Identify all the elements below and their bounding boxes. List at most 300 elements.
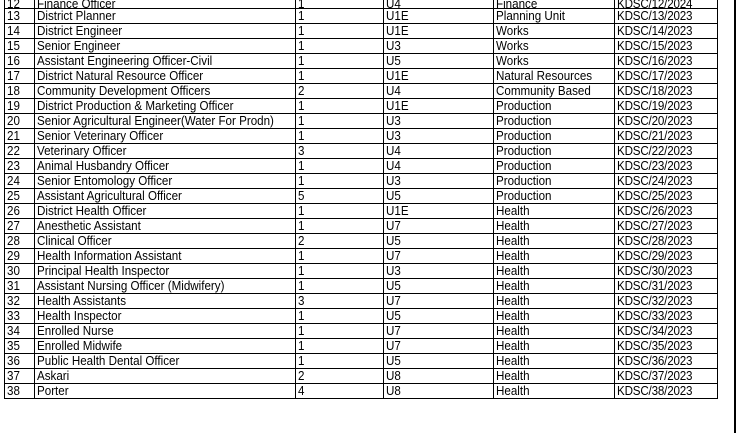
row-number-text: 14 <box>7 23 20 38</box>
department-cell <box>494 219 615 234</box>
vacancy-count-cell <box>296 9 384 24</box>
department-cell <box>494 204 615 219</box>
reference-number-text: KDSC/16/2023 <box>617 53 693 68</box>
salary-scale-cell <box>384 54 494 69</box>
vacancy-count-cell <box>296 189 384 204</box>
reference-number-text: KDSC/24/2023 <box>617 173 693 188</box>
row-number-cell <box>5 204 35 219</box>
reference-number-text: KDSC/29/2023 <box>617 248 693 263</box>
department-text: Health <box>496 233 530 248</box>
vacancy-count-cell <box>296 234 384 249</box>
row-number-text: 36 <box>7 353 20 368</box>
post-title-text: Assistant Engineering Officer-Civil <box>37 53 213 68</box>
salary-scale-text: U5 <box>386 53 401 68</box>
salary-scale-cell <box>384 24 494 39</box>
table-row <box>5 24 718 39</box>
table-row <box>5 69 718 84</box>
post-title-cell <box>35 69 296 84</box>
post-title-cell <box>35 24 296 39</box>
row-number-text: 38 <box>7 383 20 398</box>
reference-number-text: KDSC/13/2023 <box>617 8 693 23</box>
vacancy-count-cell <box>296 114 384 129</box>
department-cell <box>494 309 615 324</box>
row-number-cell <box>5 159 35 174</box>
row-number-cell <box>5 69 35 84</box>
vacancy-count-cell <box>296 54 384 69</box>
table-row <box>5 84 718 99</box>
post-title-cell <box>35 339 296 354</box>
vacancy-count-text: 2 <box>298 83 305 98</box>
vacancy-count-cell <box>296 84 384 99</box>
salary-scale-cell <box>384 99 494 114</box>
row-number-cell <box>5 279 35 294</box>
reference-number-text: KDSC/30/2023 <box>617 263 693 278</box>
vacancy-count-text: 1 <box>298 338 305 353</box>
vacancy-count-text: 1 <box>298 203 305 218</box>
row-number-cell <box>5 84 35 99</box>
reference-number-cell <box>615 189 718 204</box>
salary-scale-cell <box>384 324 494 339</box>
salary-scale-cell <box>384 234 494 249</box>
reference-number-cell <box>615 219 718 234</box>
department-cell <box>494 84 615 99</box>
table-row <box>5 264 718 279</box>
department-text: Production <box>496 173 552 188</box>
post-title-cell <box>35 114 296 129</box>
post-title-cell <box>35 219 296 234</box>
department-text: Health <box>496 353 530 368</box>
row-number-cell <box>5 39 35 54</box>
row-number-cell <box>5 54 35 69</box>
row-number-text: 19 <box>7 98 20 113</box>
salary-scale-text: U7 <box>386 338 401 353</box>
post-title-text: Senior Veterinary Officer <box>37 128 164 143</box>
row-number-cell <box>5 9 35 24</box>
reference-number-text: KDSC/28/2023 <box>617 233 693 248</box>
vacancy-count-cell <box>296 39 384 54</box>
salary-scale-text: U1E <box>386 203 409 218</box>
department-text: Health <box>496 293 530 308</box>
salary-scale-cell <box>384 69 494 84</box>
post-title-text: District Natural Resource Officer <box>37 68 204 83</box>
row-number-text: 30 <box>7 263 20 278</box>
salary-scale-text: U7 <box>386 323 401 338</box>
row-number-text: 35 <box>7 338 20 353</box>
row-number-cell <box>5 99 35 114</box>
row-number-text: 23 <box>7 158 20 173</box>
post-title-cell <box>35 129 296 144</box>
post-title-text: District Planner <box>37 8 116 23</box>
vacancy-count-text: 1 <box>298 23 305 38</box>
post-title-cell <box>35 264 296 279</box>
reference-number-text: KDSC/25/2023 <box>617 188 693 203</box>
salary-scale-cell <box>384 204 494 219</box>
reference-number-text: KDSC/34/2023 <box>617 323 693 338</box>
table-row <box>5 54 718 69</box>
post-title-text: District Production & Marketing Officer <box>37 98 234 113</box>
vacancy-count-cell <box>296 99 384 114</box>
reference-number-cell <box>615 324 718 339</box>
salary-scale-text: U3 <box>386 173 401 188</box>
salary-scale-text: U3 <box>386 113 401 128</box>
salary-scale-cell <box>384 354 494 369</box>
row-number-text: 34 <box>7 323 20 338</box>
department-cell <box>494 114 615 129</box>
reference-number-text: KDSC/26/2023 <box>617 203 693 218</box>
salary-scale-text: U5 <box>386 278 401 293</box>
reference-number-text: KDSC/23/2023 <box>617 158 693 173</box>
row-number-cell <box>5 294 35 309</box>
vacancy-count-cell <box>296 294 384 309</box>
reference-number-cell <box>615 369 718 384</box>
reference-number-cell <box>615 144 718 159</box>
post-title-text: Community Development Officers <box>37 83 211 98</box>
row-number-text: 28 <box>7 233 20 248</box>
table-row <box>5 324 718 339</box>
vacancy-count-text: 1 <box>298 173 305 188</box>
vacancy-count-text: 1 <box>298 353 305 368</box>
row-number-text: 22 <box>7 143 20 158</box>
table-row <box>5 294 718 309</box>
salary-scale-cell <box>384 309 494 324</box>
row-number-cell <box>5 339 35 354</box>
post-title-cell <box>35 234 296 249</box>
department-text: Production <box>496 128 552 143</box>
department-text: Production <box>496 143 552 158</box>
post-title-cell <box>35 144 296 159</box>
row-number-cell <box>5 219 35 234</box>
department-cell <box>494 144 615 159</box>
row-number-text: 25 <box>7 188 20 203</box>
department-text: Works <box>496 38 529 53</box>
department-cell <box>494 129 615 144</box>
post-title-cell <box>35 384 296 399</box>
department-text: Health <box>496 308 530 323</box>
post-title-cell <box>35 249 296 264</box>
vacancy-count-cell <box>296 369 384 384</box>
department-cell <box>494 264 615 279</box>
department-cell <box>494 369 615 384</box>
row-number-cell <box>5 264 35 279</box>
reference-number-text: KDSC/37/2023 <box>617 368 693 383</box>
reference-number-cell <box>615 204 718 219</box>
table-row <box>5 369 718 384</box>
table-row <box>5 9 718 24</box>
vacancy-count-text: 1 <box>298 158 305 173</box>
department-cell <box>494 174 615 189</box>
row-number-text: 17 <box>7 68 20 83</box>
salary-scale-cell <box>384 0 494 9</box>
post-title-cell <box>35 189 296 204</box>
reference-number-text: KDSC/19/2023 <box>617 98 693 113</box>
department-cell <box>494 339 615 354</box>
salary-scale-cell <box>384 9 494 24</box>
table-row <box>5 309 718 324</box>
reference-number-text: KDSC/12/2024 <box>617 0 693 9</box>
salary-scale-cell <box>384 279 494 294</box>
row-number-cell <box>5 309 35 324</box>
post-title-cell <box>35 0 296 9</box>
reference-number-cell <box>615 39 718 54</box>
row-number-text: 20 <box>7 113 20 128</box>
table-row <box>5 249 718 264</box>
department-cell <box>494 24 615 39</box>
department-text: Health <box>496 278 530 293</box>
vacancy-count-cell <box>296 249 384 264</box>
vacancy-count-text: 1 <box>298 278 305 293</box>
reference-number-cell <box>615 114 718 129</box>
department-text: Works <box>496 53 529 68</box>
row-number-text: 33 <box>7 308 20 323</box>
row-number-text: 16 <box>7 53 20 68</box>
reference-number-cell <box>615 354 718 369</box>
reference-number-cell <box>615 69 718 84</box>
department-text: Health <box>496 338 530 353</box>
salary-scale-cell <box>384 129 494 144</box>
vacancy-count-cell <box>296 354 384 369</box>
row-number-cell <box>5 249 35 264</box>
post-title-text: Senior Engineer <box>37 38 121 53</box>
department-text: Production <box>496 188 552 203</box>
post-title-text: Senior Entomology Officer <box>37 173 173 188</box>
reference-number-text: KDSC/36/2023 <box>617 353 693 368</box>
vacancy-count-cell <box>296 264 384 279</box>
vacancy-count-text: 1 <box>298 218 305 233</box>
table-row <box>5 129 718 144</box>
department-text: Production <box>496 98 552 113</box>
department-text: Health <box>496 383 530 398</box>
department-cell <box>494 69 615 84</box>
salary-scale-cell <box>384 189 494 204</box>
table-row <box>5 279 718 294</box>
department-text: Health <box>496 368 530 383</box>
reference-number-text: KDSC/32/2023 <box>617 293 693 308</box>
reference-number-cell <box>615 84 718 99</box>
salary-scale-text: U7 <box>386 218 401 233</box>
salary-scale-text: U4 <box>386 158 401 173</box>
post-title-cell <box>35 309 296 324</box>
post-title-text: Health Inspector <box>37 308 122 323</box>
salary-scale-text: U7 <box>386 293 401 308</box>
post-title-cell <box>35 369 296 384</box>
salary-scale-cell <box>384 219 494 234</box>
vacancy-count-cell <box>296 144 384 159</box>
salary-scale-cell <box>384 264 494 279</box>
salary-scale-text: U8 <box>386 383 401 398</box>
department-text: Finance <box>496 0 538 9</box>
row-number-text: 13 <box>7 8 20 23</box>
salary-scale-text: U5 <box>386 353 401 368</box>
salary-scale-text: U4 <box>386 0 401 9</box>
reference-number-cell <box>615 339 718 354</box>
table-row <box>5 384 718 399</box>
salary-scale-cell <box>384 144 494 159</box>
department-cell <box>494 99 615 114</box>
page-edge-rule <box>734 0 736 433</box>
post-title-cell <box>35 354 296 369</box>
reference-number-cell <box>615 99 718 114</box>
row-number-text: 21 <box>7 128 20 143</box>
table-row <box>5 189 718 204</box>
reference-number-cell <box>615 24 718 39</box>
reference-number-text: KDSC/31/2023 <box>617 278 693 293</box>
reference-number-text: KDSC/18/2023 <box>617 83 693 98</box>
vacancies-table-body <box>5 0 718 399</box>
salary-scale-text: U7 <box>386 248 401 263</box>
table-row <box>5 204 718 219</box>
department-cell <box>494 0 615 9</box>
row-number-text: 31 <box>7 278 20 293</box>
row-number-cell <box>5 114 35 129</box>
post-title-text: Assistant Agricultural Officer <box>37 188 182 203</box>
post-title-text: District Engineer <box>37 23 123 38</box>
reference-number-text: KDSC/20/2023 <box>617 113 693 128</box>
table-row <box>5 219 718 234</box>
row-number-text: 32 <box>7 293 20 308</box>
reference-number-cell <box>615 249 718 264</box>
post-title-cell <box>35 39 296 54</box>
post-title-text: Porter <box>37 383 69 398</box>
salary-scale-text: U5 <box>386 233 401 248</box>
row-number-cell <box>5 369 35 384</box>
table-row <box>5 174 718 189</box>
table-row <box>5 354 718 369</box>
department-text: Health <box>496 203 530 218</box>
vacancy-count-cell <box>296 384 384 399</box>
row-number-cell <box>5 144 35 159</box>
row-number-cell <box>5 129 35 144</box>
reference-number-cell <box>615 279 718 294</box>
department-text: Health <box>496 323 530 338</box>
row-number-text: 12 <box>7 0 20 9</box>
salary-scale-cell <box>384 84 494 99</box>
table-row <box>5 0 718 9</box>
salary-scale-cell <box>384 174 494 189</box>
department-cell <box>494 39 615 54</box>
reference-number-cell <box>615 54 718 69</box>
post-title-text: Principal Health Inspector <box>37 263 170 278</box>
reference-number-text: KDSC/27/2023 <box>617 218 693 233</box>
vacancy-count-text: 2 <box>298 368 305 383</box>
post-title-text: Animal Husbandry Officer <box>37 158 170 173</box>
post-title-cell <box>35 279 296 294</box>
salary-scale-text: U3 <box>386 263 401 278</box>
salary-scale-cell <box>384 339 494 354</box>
post-title-cell <box>35 294 296 309</box>
vacancy-count-text: 1 <box>298 113 305 128</box>
salary-scale-text: U4 <box>386 83 401 98</box>
row-number-cell <box>5 234 35 249</box>
table-row <box>5 114 718 129</box>
vacancy-count-text: 2 <box>298 233 305 248</box>
row-number-text: 24 <box>7 173 20 188</box>
vacancy-count-cell <box>296 174 384 189</box>
reference-number-text: KDSC/21/2023 <box>617 128 693 143</box>
vacancy-count-cell <box>296 339 384 354</box>
vacancy-count-cell <box>296 279 384 294</box>
vacancy-count-text: 4 <box>298 383 305 398</box>
row-number-cell <box>5 189 35 204</box>
reference-number-text: KDSC/38/2023 <box>617 383 693 398</box>
department-cell <box>494 324 615 339</box>
post-title-text: Health Assistants <box>37 293 127 308</box>
salary-scale-text: U5 <box>386 188 401 203</box>
row-number-cell <box>5 354 35 369</box>
vacancy-count-text: 3 <box>298 293 305 308</box>
salary-scale-cell <box>384 294 494 309</box>
vacancy-count-text: 3 <box>298 143 305 158</box>
vacancy-count-text: 1 <box>298 128 305 143</box>
reference-number-text: KDSC/35/2023 <box>617 338 693 353</box>
post-title-cell <box>35 159 296 174</box>
department-cell <box>494 249 615 264</box>
department-cell <box>494 294 615 309</box>
row-number-cell <box>5 384 35 399</box>
post-title-text: Finance Officer <box>37 0 116 9</box>
department-text: Production <box>496 113 552 128</box>
post-title-text: Public Health Dental Officer <box>37 353 180 368</box>
reference-number-cell <box>615 264 718 279</box>
vacancy-count-text: 1 <box>298 308 305 323</box>
salary-scale-cell <box>384 369 494 384</box>
reference-number-cell <box>615 294 718 309</box>
vacancy-count-cell <box>296 324 384 339</box>
reference-number-cell <box>615 384 718 399</box>
department-cell <box>494 354 615 369</box>
department-text: Planning Unit <box>496 8 566 23</box>
department-text: Health <box>496 218 530 233</box>
department-cell <box>494 234 615 249</box>
row-number-cell <box>5 24 35 39</box>
post-title-text: Health Information Assistant <box>37 248 182 263</box>
salary-scale-text: U1E <box>386 98 409 113</box>
reference-number-cell <box>615 174 718 189</box>
reference-number-cell <box>615 129 718 144</box>
vacancy-count-cell <box>296 69 384 84</box>
table-row <box>5 159 718 174</box>
reference-number-text: KDSC/15/2023 <box>617 38 693 53</box>
reference-number-cell <box>615 0 718 9</box>
row-number-cell <box>5 0 35 9</box>
row-number-text: 29 <box>7 248 20 263</box>
vacancy-count-text: 1 <box>298 38 305 53</box>
vacancy-count-cell <box>296 24 384 39</box>
vacancy-count-text: 5 <box>298 188 305 203</box>
vacancy-count-text: 1 <box>298 263 305 278</box>
vacancy-count-text: 1 <box>298 248 305 263</box>
department-text: Works <box>496 23 529 38</box>
salary-scale-text: U3 <box>386 128 401 143</box>
department-text: Community Based <box>496 83 591 98</box>
salary-scale-text: U3 <box>386 38 401 53</box>
department-cell <box>494 189 615 204</box>
post-title-cell <box>35 54 296 69</box>
vacancy-count-text: 1 <box>298 0 305 9</box>
salary-scale-text: U4 <box>386 143 401 158</box>
vacancy-count-text: 1 <box>298 68 305 83</box>
vacancy-count-text: 1 <box>298 53 305 68</box>
vacancy-count-cell <box>296 219 384 234</box>
post-title-text: Assistant Nursing Officer (Midwifery) <box>37 278 225 293</box>
row-number-cell <box>5 174 35 189</box>
salary-scale-text: U8 <box>386 368 401 383</box>
row-number-text: 26 <box>7 203 20 218</box>
table-row <box>5 144 718 159</box>
reference-number-text: KDSC/17/2023 <box>617 68 693 83</box>
salary-scale-text: U1E <box>386 23 409 38</box>
salary-scale-cell <box>384 384 494 399</box>
post-title-cell <box>35 9 296 24</box>
